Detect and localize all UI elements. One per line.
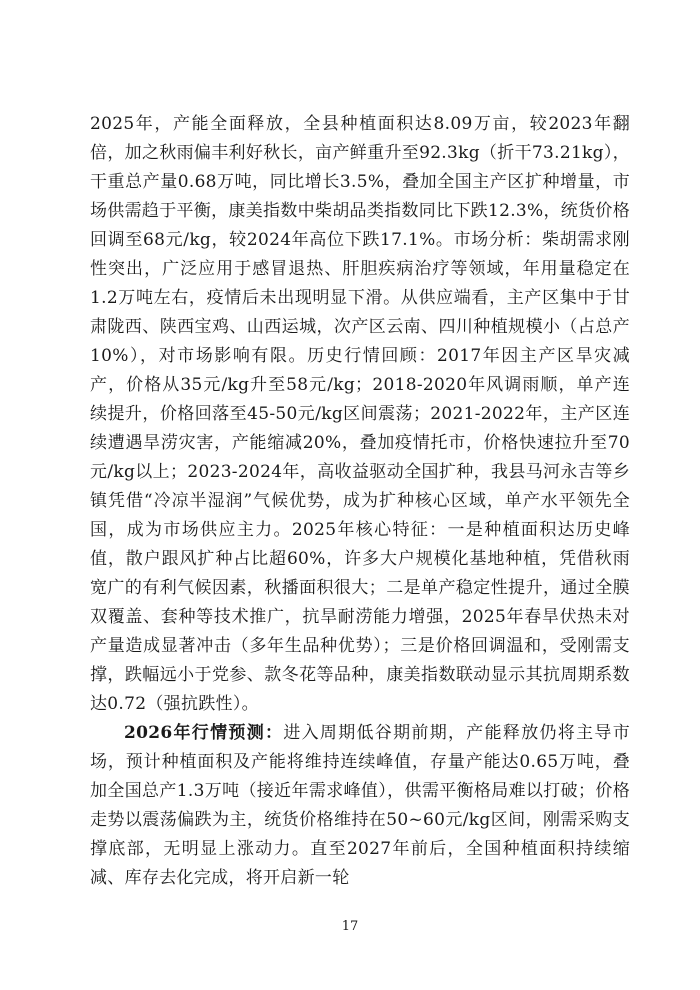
body-paragraph-2025-analysis: 2025年，产能全面释放，全县种植面积达8.09万亩，较2023年翻倍，加之秋雨偏丰利好秋长，亩产鲜重升至92.3kg（折干73.21kg），干重总产量0.68万吨，同比增长3.5%，叠加全国主产区扩种增量，市场供需趋于平衡，康美指数中柴胡品类指数同比下跌12.3%，统货价格回调至68元/kg，较2024年高位下跌17.1%。市场分析：柴胡需求刚性突出，广泛应用于感冒退热、肝胆疾病治疗等领域，年用量稳定在1.2万吨左右，疫情后未出现明显下滑。从供应端看，主产区集中于甘肃陇西、陕西宝鸡、山西运城，次产区云南、四川种植规模小（占总产10%），对市场影响有限。历史行情回顾：2017年因主产区旱灾减产，价格从35元/kg升至58元/kg；2018-2020年风调雨顺，单产连续提升，价格回落至45-50元/kg区间震荡；2021-2022年，主产区连续遭遇旱涝灾害，产能缩减20%，叠加疫情托市，价格快速拉升至70元/kg以上；2023-2024年，高收益驱动全国扩种，我县马河永吉等乡镇凭借“冷凉半湿润”气候优势，成为扩种核心区域，单产水平领先全国，成为市场供应主力。2025年核心特征：一是种植面积达历史峰值，散户跟风扩种占比超60%，许多大户规模化基地种植，凭借秋雨宽广的有利气候因素，秋播面积很大；二是单产稳定性提升，通过全膜双覆盖、套种等技术推广，抗旱耐涝能力增强，2025年春旱伏热未对产量造成显著冲击（多年生品种优势）；三是价格回调温和，受刚需支撑，跌幅远小于党参、款冬花等品种，康美指数联动显示其抗周期系数达0.72（强抗跌性）。 [90,114,630,714]
body-paragraph-2026-forecast [90,719,630,893]
page-content [90,110,630,893]
page-number: 17 [341,919,359,934]
forecast-heading: 2026年行情预测： [124,723,284,743]
forecast-body: 进入周期低谷期前期，产能释放仍将主导市场，预计种植面积及产能将维持连续峰值，存量产能达0.65万吨，叠加全国总产1.3万吨（接近年需求峰值），供需平衡格局难以打破；价格走势以震荡偏跌为主，统货价格维持在50~60元/kg区间，刚需采购支撑底部，无明显上涨动力。直至2027年前后，全国种植面积持续缩减、库存去化完成，将开启新一轮 [90,723,630,888]
